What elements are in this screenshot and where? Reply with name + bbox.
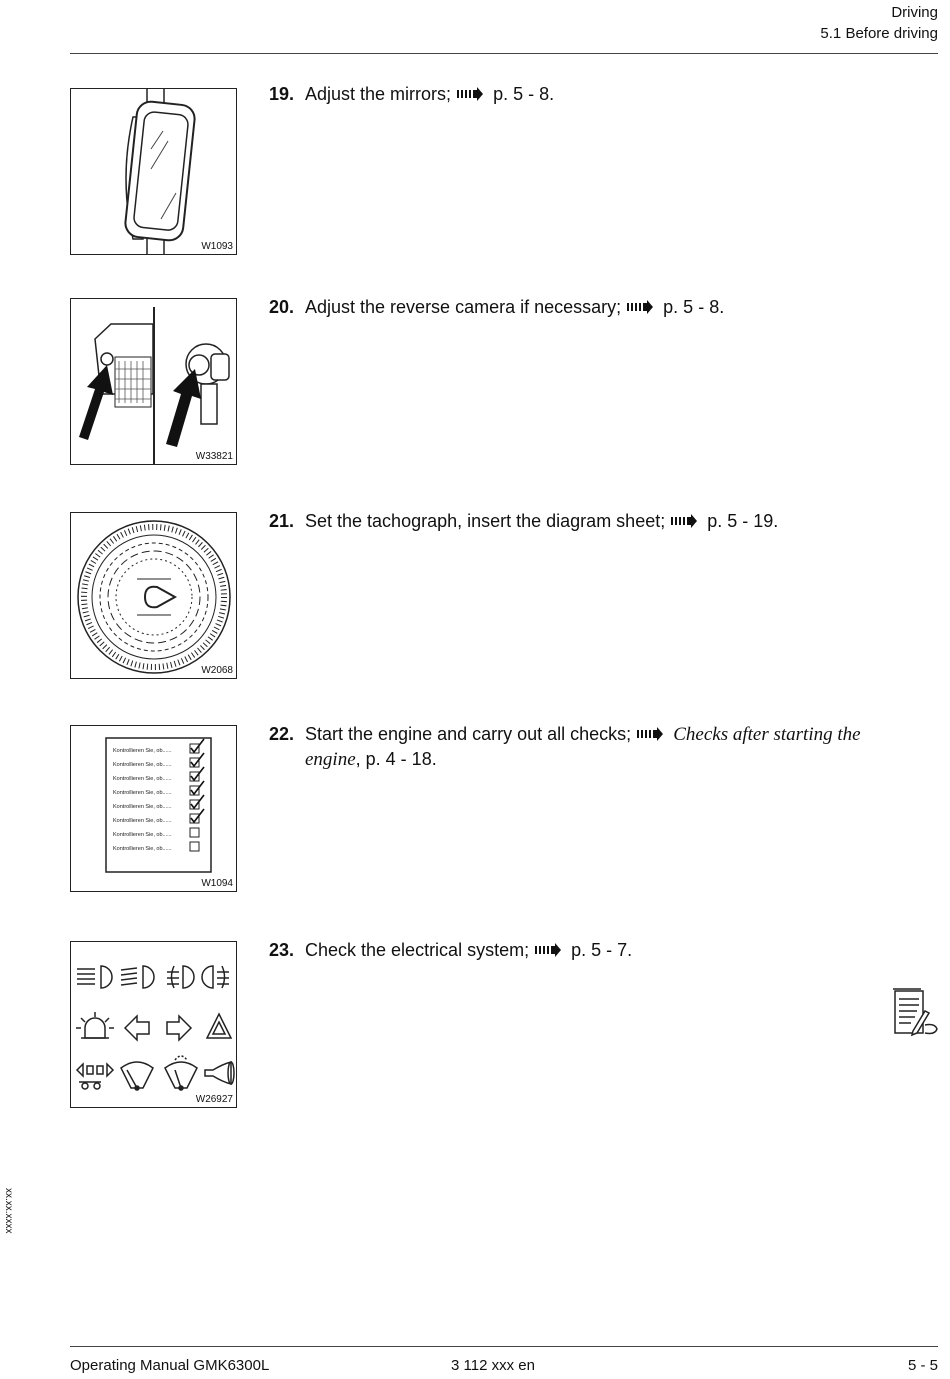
windscreen-wiper-icon xyxy=(121,1062,153,1090)
turn-left-icon xyxy=(125,1016,149,1040)
figure-checklist xyxy=(70,725,237,892)
mirror-illustration xyxy=(71,89,236,254)
page-header xyxy=(820,2,938,44)
step-text: Adjust the reverse camera if necessary; xyxy=(305,297,622,317)
reverse-camera-illustration xyxy=(71,299,236,464)
checklist-item-label: Kontrollieren Sie, ob...... xyxy=(113,776,172,782)
tachograph-disc-illustration xyxy=(71,513,236,678)
reference-arrow-icon xyxy=(456,86,488,102)
step-22 xyxy=(269,722,929,770)
checklist-checkbox xyxy=(190,842,199,851)
checklist-item-label: Kontrollieren Sie, ob...... xyxy=(113,790,172,796)
reference-arrow-icon xyxy=(670,513,702,529)
checklist-checkbox xyxy=(190,828,199,837)
front-fog-light-icon xyxy=(167,966,194,988)
checklist-item-label: Kontrollieren Sie, ob...... xyxy=(113,804,172,810)
step-number: 22. xyxy=(269,724,295,744)
footer-doc-number: 3 112 xxx en xyxy=(451,1357,535,1374)
reference-arrow-icon xyxy=(534,942,566,958)
document-note-icon xyxy=(889,987,941,1039)
figure-reverse-camera xyxy=(70,298,237,465)
headlight-low-beam-icon xyxy=(121,966,154,988)
section-title: 5.1 Before driving xyxy=(820,25,938,42)
checklist-illustration xyxy=(71,726,236,891)
checklist-item-label: Kontrollieren Sie, ob...... xyxy=(113,846,172,852)
step-text: Start the engine and carry out all checks; xyxy=(305,724,632,744)
electrical-symbols-illustration xyxy=(71,942,236,1107)
page-reference-link[interactable]: p. 5 - 8. xyxy=(663,297,725,317)
headlight-high-beam-icon xyxy=(77,966,112,988)
turn-right-icon xyxy=(167,1016,191,1040)
reference-arrow-icon xyxy=(626,299,658,315)
checklist-item-label: Kontrollieren Sie, ob...... xyxy=(113,762,172,768)
horn-icon xyxy=(205,1062,234,1084)
step-number: 23. xyxy=(269,940,295,960)
header-divider xyxy=(70,53,938,54)
figure-tachograph xyxy=(70,512,237,679)
step-number: 20. xyxy=(269,297,295,317)
figure-code: W2068 xyxy=(201,665,233,676)
reference-arrow-icon xyxy=(636,726,668,742)
checklist-item-label: Kontrollieren Sie, ob...... xyxy=(113,748,172,754)
figure-code: W26927 xyxy=(195,1094,233,1105)
page-reference-link[interactable]: p. 5 - 19. xyxy=(707,511,779,531)
step-number: 19. xyxy=(269,84,295,104)
step-19 xyxy=(269,82,929,106)
step-21 xyxy=(269,509,929,533)
figure-code: W1094 xyxy=(201,878,233,889)
hazard-warning-icon xyxy=(207,1014,231,1038)
footer-manual-title: Operating Manual GMK6300L xyxy=(70,1357,270,1374)
figure-code: W33821 xyxy=(195,451,233,462)
step-number: 21. xyxy=(269,511,295,531)
figure-code: W1093 xyxy=(201,241,233,252)
checklist-item-label: Kontrollieren Sie, ob...... xyxy=(113,818,172,824)
section-link-title-part2[interactable]: engine xyxy=(305,749,356,770)
beacon-light-icon xyxy=(76,1012,114,1038)
windscreen-washer-icon xyxy=(165,1056,197,1090)
footer-divider xyxy=(70,1346,938,1347)
checklist-item-label: Kontrollieren Sie, ob...... xyxy=(113,832,172,838)
section-link-title-part1[interactable]: Checks after starting the xyxy=(673,724,861,745)
side-date-code: xx.xx.xxxx xyxy=(3,1188,14,1234)
page-reference-link[interactable]: p. 5 - 8. xyxy=(493,84,555,104)
page-reference-link[interactable]: p. 5 - 7. xyxy=(571,940,633,960)
step-text: Check the electrical system; xyxy=(305,940,530,960)
page-reference-link[interactable]: , p. 4 - 18. xyxy=(355,749,437,769)
rear-fog-light-icon xyxy=(202,966,229,988)
trailer-turn-signal-icon xyxy=(77,1064,113,1089)
step-23 xyxy=(269,938,929,962)
figure-electrical-symbols xyxy=(70,941,237,1108)
figure-mirror xyxy=(70,88,237,255)
footer-page-number: 5 - 5 xyxy=(907,1357,938,1374)
step-text: Adjust the mirrors; xyxy=(305,84,452,104)
step-20 xyxy=(269,295,929,319)
step-text: Set the tachograph, insert the diagram sheet; xyxy=(305,511,666,531)
chapter-title: Driving xyxy=(891,4,938,21)
